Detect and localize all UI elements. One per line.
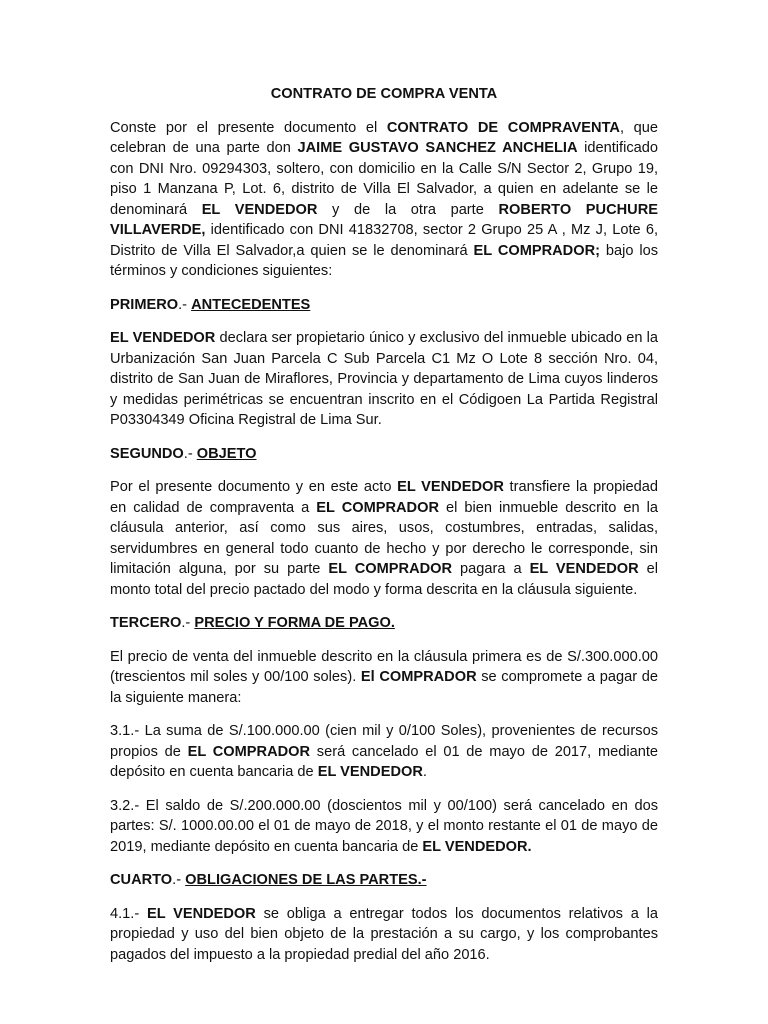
party-ref: EL VENDEDOR <box>397 479 504 495</box>
party-ref: EL VENDEDOR <box>317 764 423 780</box>
clause-text: será cancelado el 01 de mayo de 2017, mediante depósito en cuenta bancaria de <box>110 743 659 780</box>
tercero-paragraph-price <box>110 647 658 709</box>
clause-text: se obliga a entregar todos los documentos relativos a la propiedad y uso del bien objeto de la prestación a su cargo, y los comprobantes pagados del impuesto a la propiedad predial del año 2016. <box>110 905 658 963</box>
party-ref: EL VENDEDOR <box>110 330 216 346</box>
intro-paragraph <box>110 118 658 282</box>
party-ref: EL COMPRADOR <box>187 743 311 760</box>
section-title: OBLIGACIONES DE LAS PARTES.- <box>185 872 427 888</box>
section-separator: .- <box>172 872 186 888</box>
party-ref: EL COMPRADOR <box>316 499 439 516</box>
intro-text: , que celebran de una parte don <box>110 119 658 156</box>
section-title: OBJETO <box>196 445 257 462</box>
seller-role: EL VENDEDOR <box>201 201 318 218</box>
clause-text: 3.1.- La suma de S/.100.000.00 (cien mil y 0/100 Soles), provenientes de recursos propios de <box>110 723 658 760</box>
clause-text: se compromete a pagar de la siguiente manera: <box>110 669 658 706</box>
clause-text: el monto total del precio pactado del modo y forma descrita en la cláusula siguiente. <box>110 561 658 598</box>
section-label: SEGUNDO <box>110 445 184 462</box>
intro-text: y de la otra parte <box>317 201 499 218</box>
clause-text: . <box>422 764 427 780</box>
section-label: PRIMERO <box>110 296 179 313</box>
buyer-role: EL COMPRADOR; <box>473 242 600 259</box>
clause-text: 3.2.- El saldo de S/.200.000.00 (doscientos mil y 00/100) será cancelado en dos partes: S/. 1000.00.00 el 01 de mayo de 2018, y el monto restante el 01 de mayo de 2019, mediante depósito en cuenta bancaria de <box>110 797 658 855</box>
cuarto-paragraph-4-1 <box>110 904 658 966</box>
buyer-name: ROBERTO PUCHURE VILLAVERDE, <box>110 201 658 238</box>
section-separator: .- <box>178 296 192 313</box>
section-separator: .- <box>183 445 197 462</box>
primero-paragraph <box>110 328 658 431</box>
intro-text: bajo los términos y condiciones siguientes: <box>110 242 659 279</box>
section-title: PRECIO Y FORMA DE PAGO. <box>194 615 395 631</box>
tercero-paragraph-3-1 <box>110 721 658 783</box>
party-ref: EL VENDEDOR <box>529 561 639 577</box>
clause-number: 4.1.- <box>110 905 147 922</box>
clause-text: Por el presente documento y en este acto <box>110 479 398 495</box>
tercero-paragraph-3-2 <box>110 796 658 858</box>
party-ref: EL COMPRADOR <box>328 561 453 577</box>
clause-text: declara ser propietario único y exclusivo del inmueble ubicado en la Urbanización San Juan Parcela C Sub Parcela C1 Mz O Lote 8 sección Nro. 04, distrito de San Juan de Miraflores, Provincia y departamento de Lima cuyos linderos y medidas perimétricas se encuentran inscrito en el Códigoen La Partida Registral P03304349 Oficina Registral de Lima Sur. <box>110 330 658 428</box>
intro-text: identificado con DNI 41832708, sector 2 Grupo 25 A , Mz J, Lote 6, Distrito de Villa El Salvador,a quien se le denominará <box>110 222 658 259</box>
seller-name: JAIME GUSTAVO SANCHEZ ANCHELIA <box>297 140 578 156</box>
clause-text: transfiere la propiedad en calidad de compraventa a <box>110 479 658 516</box>
document-title: CONTRATO DE COMPRA VENTA <box>270 86 498 102</box>
section-heading-segundo <box>110 444 658 465</box>
contract-type: CONTRATO DE COMPRAVENTA <box>386 119 620 136</box>
section-heading-tercero <box>110 613 658 634</box>
party-ref: EL VENDEDOR. <box>422 838 532 855</box>
clause-text: el bien inmueble descrito en la cláusula anterior, así como sus aires, usos, costumbres, entradas, salidas, servidumbres en general todo cuanto de hecho y por derecho le corresponde, sin limitación alguna, por su parte <box>110 499 658 577</box>
section-label: TERCERO <box>110 615 182 631</box>
party-ref: EL VENDEDOR <box>146 905 256 922</box>
clause-text: pagara a <box>452 561 530 577</box>
intro-text: identificado con DNI Nro. 09294303, soltero, con domicilio en la Calle S/N Sector 2, Grupo 19, piso 1 Manzana P, Lot. 6, distrito de Villa El Salvador, a quien en adelante se le denominará <box>110 140 658 218</box>
section-heading-cuarto <box>110 870 658 891</box>
clause-text: El precio de venta del inmueble descrito en la cláusula primera es de S/.300.000.00 (trescientos mil soles y 00/100 soles). <box>110 648 658 685</box>
section-heading-primero <box>110 295 658 316</box>
intro-text: Conste por el presente documento el <box>110 119 387 136</box>
section-separator: .- <box>181 615 195 631</box>
section-title: ANTECEDENTES <box>191 296 311 313</box>
party-ref: El COMPRADOR <box>360 669 477 685</box>
section-label: CUARTO <box>110 872 173 888</box>
segundo-paragraph <box>110 477 658 600</box>
